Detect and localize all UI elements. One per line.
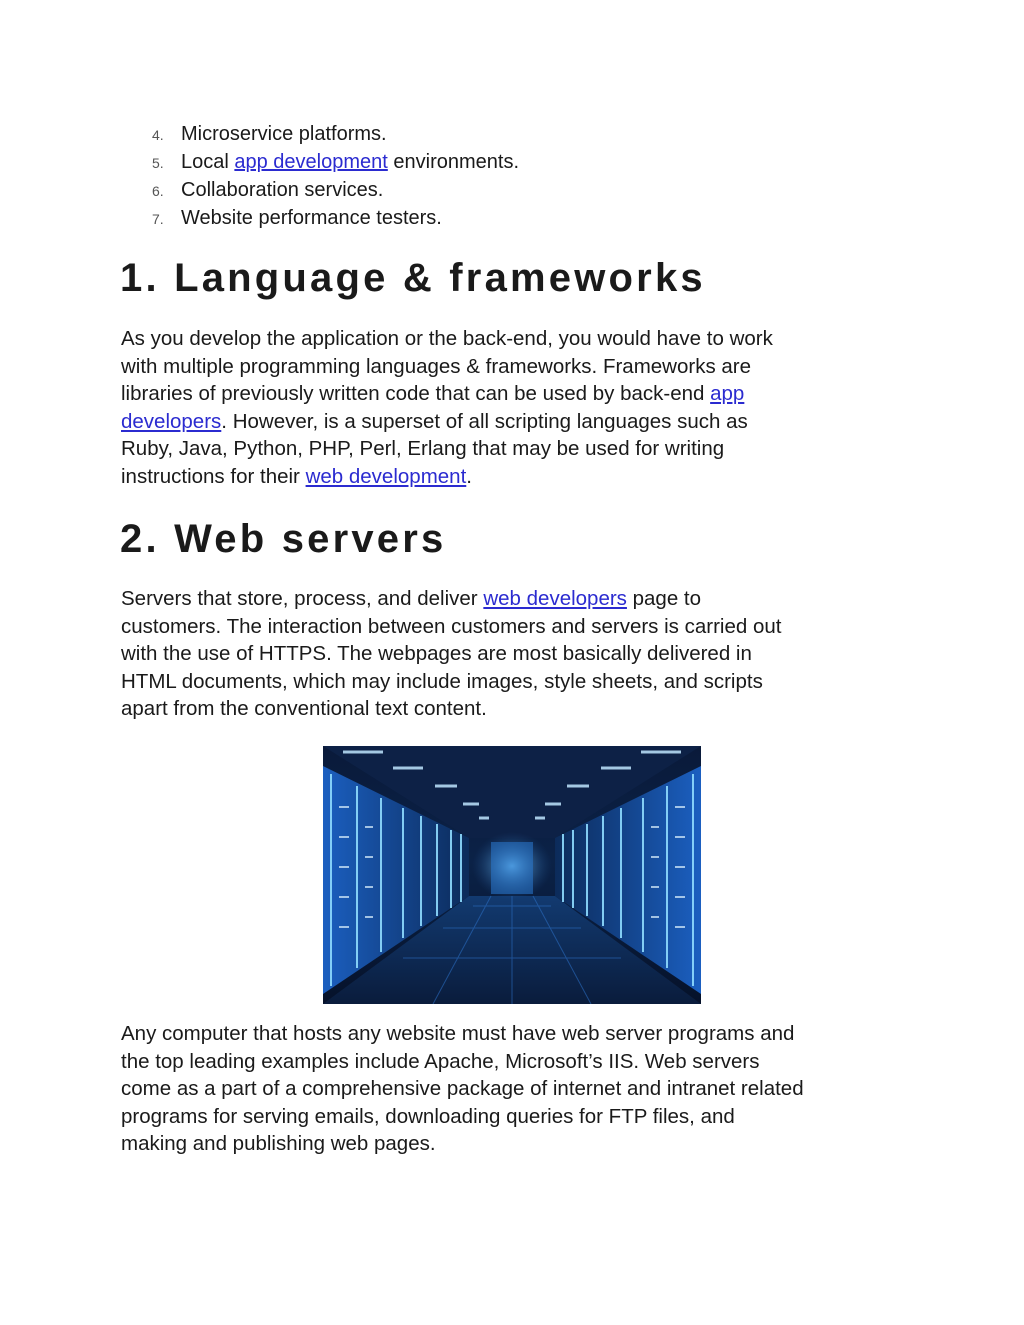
paragraph-line: apart from the conventional text content. bbox=[121, 697, 487, 720]
web-developers-link[interactable]: web developers bbox=[483, 587, 627, 610]
paragraph-line: with multiple programming languages & frameworks. Frameworks are bbox=[121, 354, 752, 378]
list-item-text: environments. bbox=[387, 151, 519, 173]
paragraph-line: the top leading examples include Apache, Microsoft’s IIS. Web servers bbox=[121, 1049, 760, 1073]
paragraph-line bbox=[121, 463, 911, 491]
section-heading-language-frameworks: 1. Language & frameworks bbox=[120, 256, 706, 300]
paragraph-text: . bbox=[466, 464, 472, 488]
paragraph-line: As you develop the application or the back-end, you would have to work bbox=[121, 327, 773, 350]
list-number: 4. bbox=[152, 127, 164, 143]
section2-paragraph bbox=[121, 585, 911, 723]
list-number: 5. bbox=[152, 155, 164, 171]
numbered-list bbox=[121, 120, 921, 232]
paragraph-text: . However, is a superset of all scripting languages such as bbox=[221, 409, 748, 433]
list-item bbox=[121, 120, 921, 148]
list-item-text: Local bbox=[181, 151, 235, 173]
list-number: 6. bbox=[152, 183, 164, 199]
section-heading-web-servers: 2. Web servers bbox=[120, 517, 447, 561]
paragraph-line: come as a part of a comprehensive package of internet and intranet related bbox=[121, 1077, 804, 1100]
paragraph-text: page to bbox=[626, 587, 702, 610]
paragraph-line: programs for serving emails, downloading queries for FTP files, and bbox=[121, 1104, 735, 1128]
list-number: 7. bbox=[152, 211, 164, 227]
closing-paragraph bbox=[121, 1020, 911, 1158]
paragraph-line bbox=[121, 408, 911, 436]
paragraph-line: customers. The interaction between customers and servers is carried out bbox=[121, 614, 782, 638]
paragraph-text: Servers that store, process, and deliver bbox=[121, 587, 484, 610]
list-item bbox=[121, 204, 921, 232]
list-item bbox=[121, 176, 921, 204]
paragraph-line: Any computer that hosts any website must have web server programs and bbox=[121, 1022, 795, 1045]
paragraph-line: making and publishing web pages. bbox=[121, 1132, 436, 1155]
app-development-link[interactable]: app development bbox=[234, 151, 388, 173]
list-item-text: Website performance testers. bbox=[181, 207, 442, 229]
paragraph-line: Ruby, Java, Python, PHP, Perl, Erlang that may be used for writing bbox=[121, 437, 725, 460]
section1-paragraph bbox=[121, 325, 911, 490]
paragraph-text: instructions for their bbox=[121, 464, 306, 488]
server-room-image bbox=[323, 746, 701, 1004]
paragraph-line: HTML documents, which may include images, style sheets, and scripts bbox=[121, 669, 763, 693]
server-room-illustration bbox=[323, 746, 701, 1004]
list-item bbox=[121, 148, 921, 176]
paragraph-line bbox=[121, 585, 911, 613]
paragraph-line: with the use of HTTPS. The webpages are most basically delivered in bbox=[121, 642, 752, 665]
list-item-text: Microservice platforms. bbox=[181, 123, 387, 145]
app-developers-link-part1[interactable]: app bbox=[710, 382, 745, 405]
web-development-link[interactable]: web development bbox=[305, 464, 467, 488]
app-developers-link-part2[interactable]: developers bbox=[121, 409, 222, 433]
paragraph-line bbox=[121, 380, 911, 408]
paragraph-text: libraries of previously written code that can be used by back-end bbox=[121, 382, 711, 405]
list-item-text: Collaboration services. bbox=[181, 179, 384, 201]
